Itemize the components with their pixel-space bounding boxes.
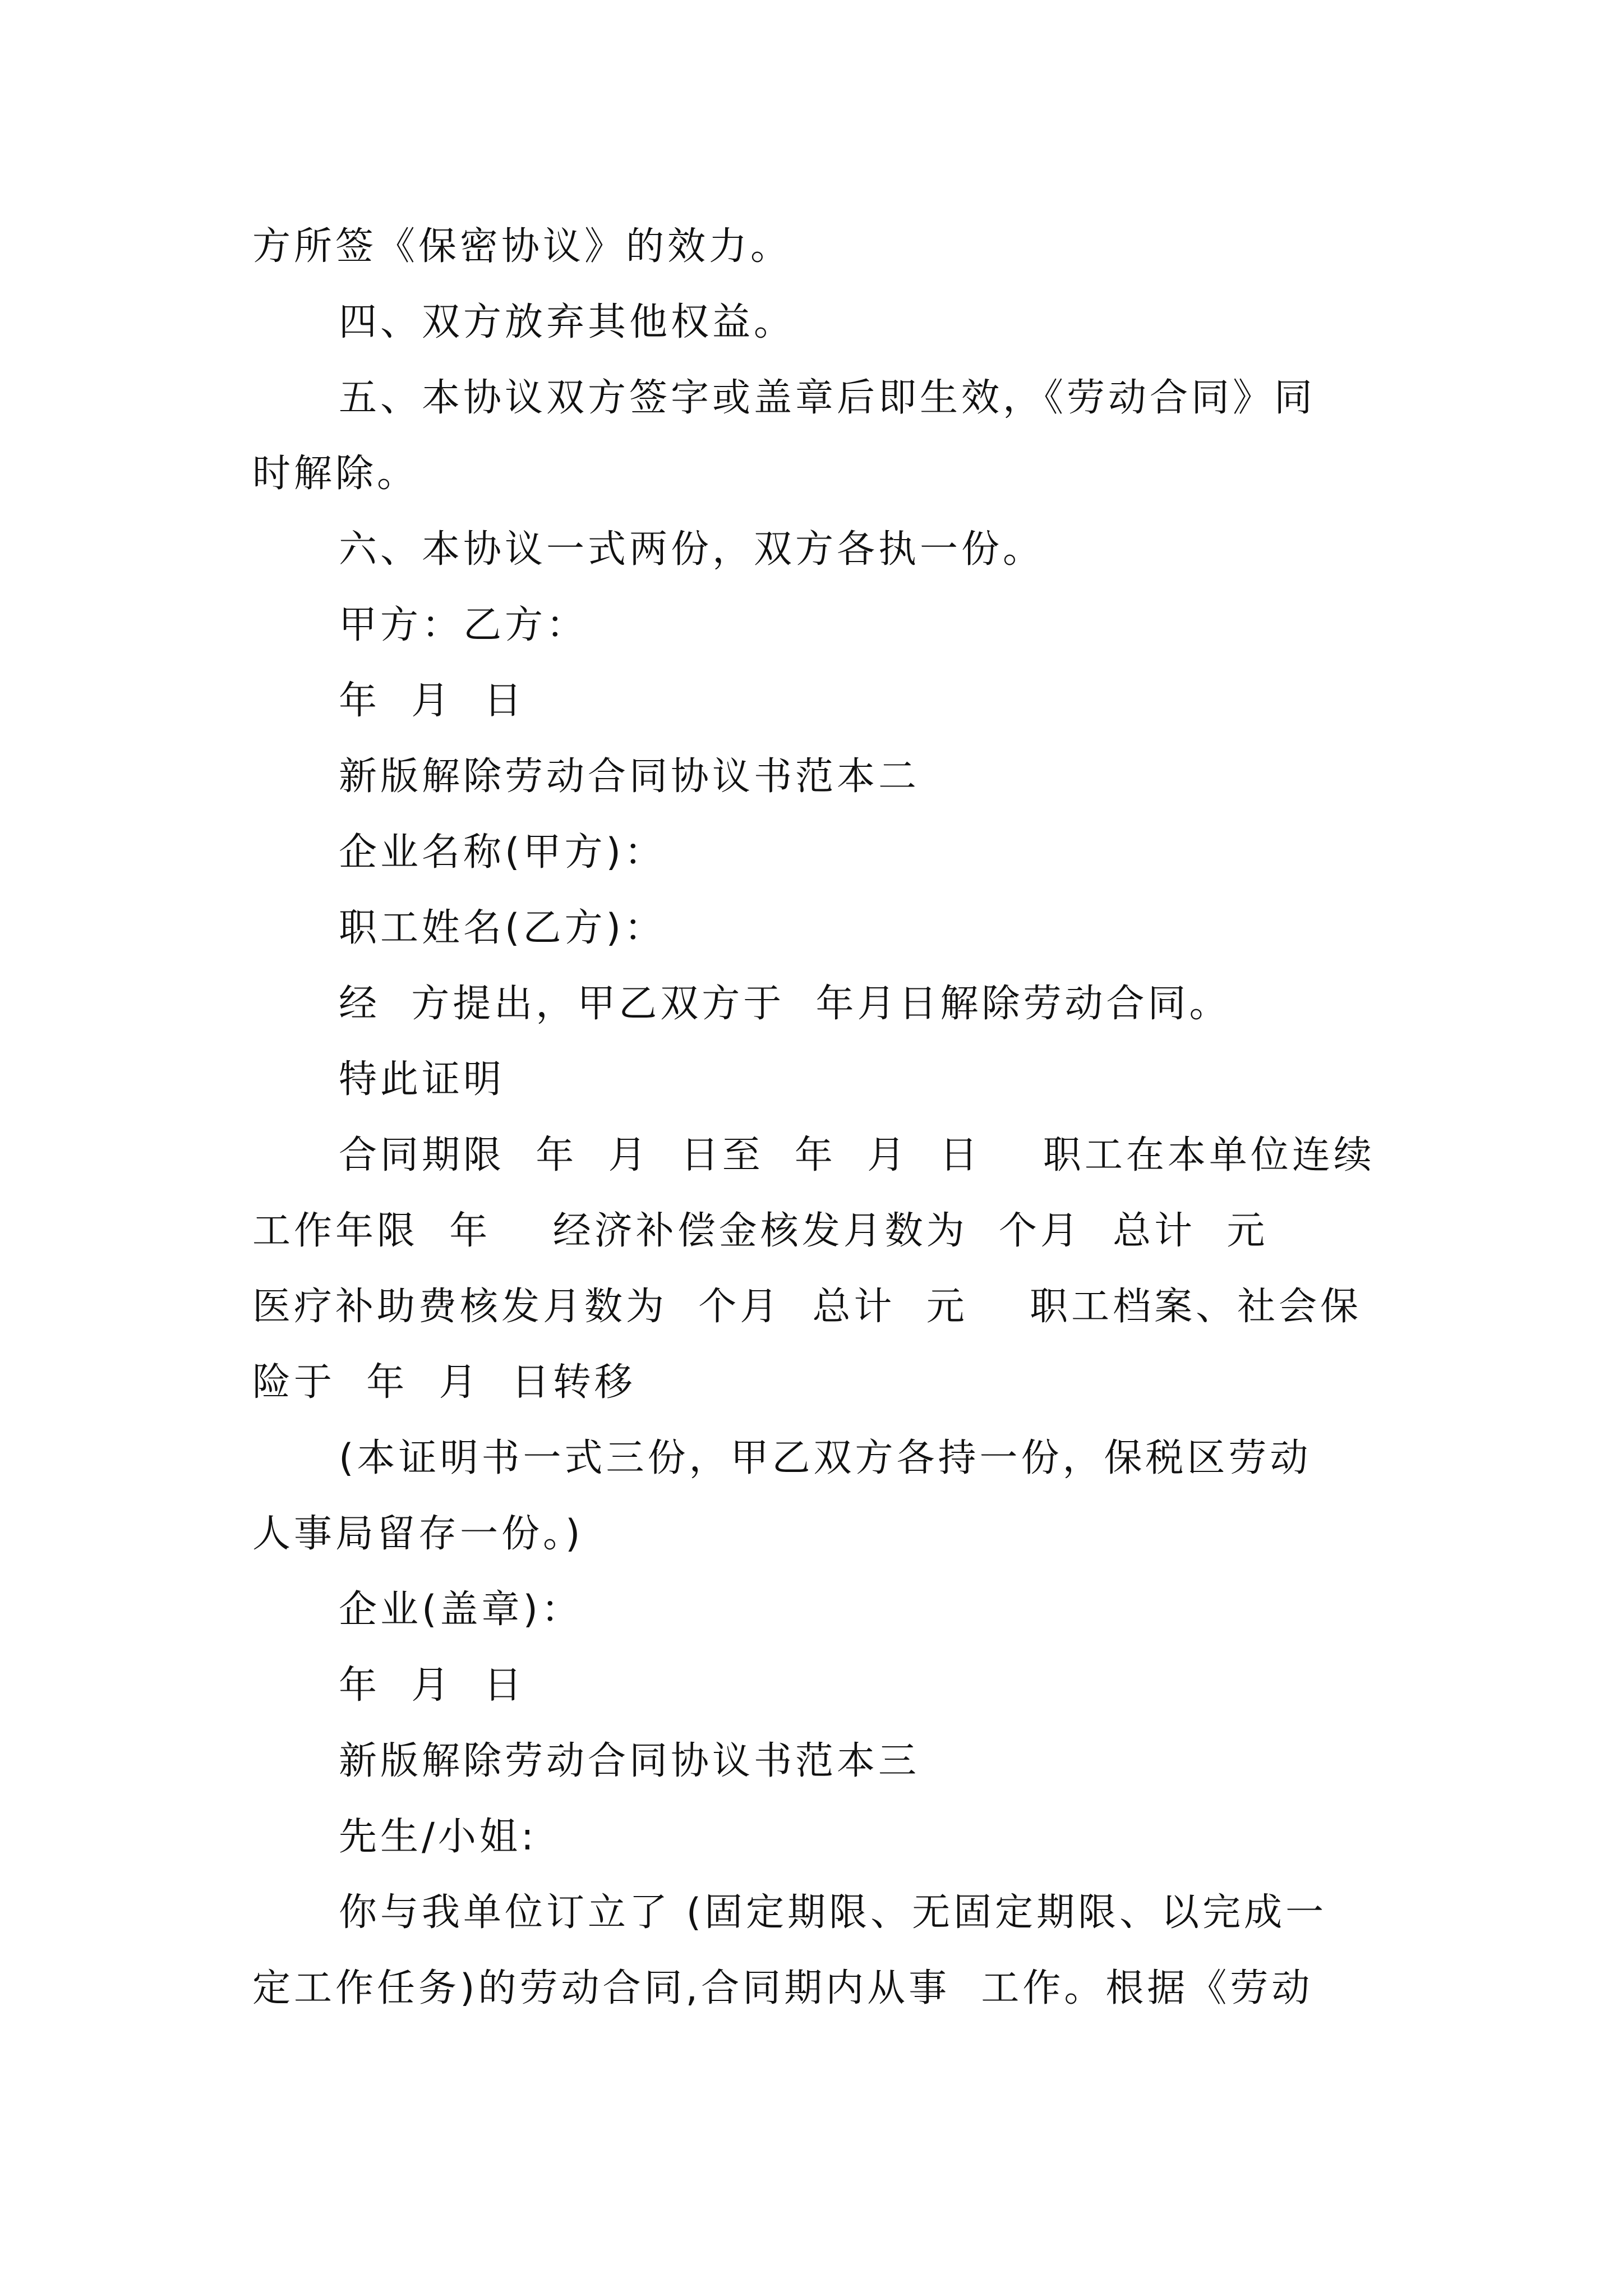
text-line-1: 方所签《保密协议》的效力。: [252, 224, 792, 269]
text-line-15: 医疗补助费核发月数为 个月 总计 元 职工档案、社会保: [252, 1285, 1362, 1329]
text-line-21: 新版解除劳动合同协议书范本三: [339, 1739, 920, 1783]
text-line-18: 人事局留存一份。): [252, 1512, 584, 1556]
text-line-5: 六、本协议一式两份，双方各执一份。: [339, 527, 1045, 572]
text-line-17: (本证明书一式三份，甲乙双方各持一份，保税区劳动: [339, 1436, 1312, 1480]
text-line-9: 企业名称(甲方)：: [339, 830, 666, 875]
text-line-20: 年 月 日: [339, 1663, 525, 1708]
text-line-4: 时解除。: [252, 452, 419, 496]
text-line-10: 职工姓名(乙方)：: [339, 906, 666, 950]
text-line-14: 工作年限 年 经济补偿金核发月数为 个月 总计 元: [252, 1209, 1269, 1253]
text-line-12: 特此证明: [339, 1057, 505, 1102]
text-line-8: 新版解除劳动合同协议书范本二: [339, 754, 920, 799]
text-line-24: 定工作任务)的劳动合同,合同期内从事 工作。根据《劳动: [252, 1966, 1313, 2010]
text-line-7: 年 月 日: [339, 679, 525, 723]
text-line-6: 甲方：乙方：: [339, 603, 588, 647]
text-line-19: 企业(盖章)：: [339, 1588, 583, 1632]
text-line-11: 经 方提出，甲乙双方于 年月日解除劳动合同。: [339, 982, 1231, 1026]
text-line-16: 险于 年 月 日转移: [252, 1360, 636, 1405]
text-line-13: 合同期限 年 月 日至 年 月 日 职工在本单位连续: [339, 1133, 1375, 1177]
text-line-3: 五、本协议双方签字或盖章后即生效，《劳动合同》同: [339, 376, 1316, 420]
text-line-2: 四、双方放弃其他权益。: [339, 300, 796, 344]
text-line-23: 你与我单位订立了 (固定期限、无固定期限、以完成一: [339, 1890, 1327, 1935]
text-line-22: 先生/小姐:: [339, 1815, 537, 1859]
